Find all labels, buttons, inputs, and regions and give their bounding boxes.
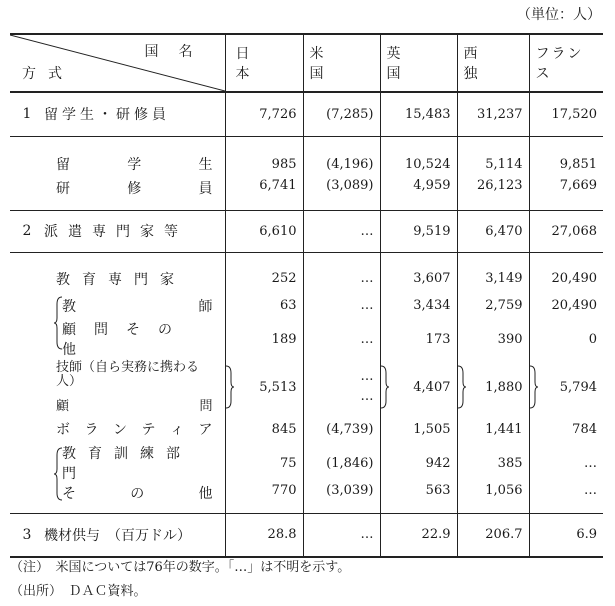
cell-value: 教 師 (62, 298, 213, 315)
cell-value: 1,441 (457, 415, 529, 443)
cell-value: 10,524 (380, 150, 457, 178)
cell-value: ボ ラ ン テ ィ ア (56, 422, 213, 438)
col-japan (225, 34, 303, 92)
corner-cell (10, 34, 225, 92)
row-students (10, 150, 603, 178)
table-header (10, 34, 603, 92)
cell-value: 0 (588, 331, 597, 347)
cell-value: 942 (380, 443, 457, 483)
section-3-total (10, 513, 603, 557)
section-2-total (10, 210, 603, 252)
cell-value: 252 (225, 265, 303, 292)
row-advisor-other (10, 319, 603, 359)
corner-method-label: 方式 (22, 66, 74, 82)
cell-value: 3,149 (457, 265, 529, 292)
cell-value: 1,505 (380, 415, 457, 443)
cell-value: 教育訓練部門 (62, 446, 192, 482)
source-note: （出所） ＤＡＣ資料。 (10, 584, 147, 599)
right-brace-icon (226, 365, 234, 409)
cell-value: … (303, 265, 380, 292)
cell-value: 770 (225, 483, 303, 513)
left-brace-icon (54, 296, 64, 350)
row-trainees (10, 178, 603, 210)
cell-value: … (303, 210, 380, 252)
cell-value: 9,851 (559, 156, 597, 172)
cell-value: 206.7 (457, 513, 529, 557)
assistance-table (10, 33, 603, 558)
cell-value: … (303, 513, 380, 557)
col-france (529, 34, 603, 92)
corner-country-label: 国名 (144, 44, 213, 60)
cell-value: (3,039) (303, 483, 380, 513)
row-edu-experts (10, 265, 603, 292)
cell-value: 7,726 (225, 92, 303, 136)
cell-value: 390 (457, 319, 529, 359)
cell-value: 研 修 員 (56, 181, 213, 197)
cell-value: 6,741 (225, 178, 303, 210)
cell-value: 6,470 (457, 210, 529, 252)
cell-value: … (303, 319, 380, 359)
cell-value: 7,669 (529, 178, 603, 210)
cell-value: (1,846) (303, 443, 380, 483)
label-students: 留 学 生 (56, 157, 213, 173)
cell-value: 3,607 (380, 265, 457, 292)
cell-value: 26,123 (457, 178, 529, 210)
cell-value: 顧問その他 (62, 322, 190, 358)
cell-value: … (584, 455, 597, 471)
cell-value: 27,068 (551, 223, 597, 239)
section-1-total (10, 92, 603, 136)
cell-value: 米国 (309, 46, 350, 82)
cell-value: 28.8 (225, 513, 303, 557)
cell-value: 845 (225, 415, 303, 443)
cell-value: … (303, 292, 380, 319)
row-volunteers (10, 415, 603, 443)
cell-value: 75 (225, 443, 303, 483)
cell-value: … (360, 389, 374, 404)
cell-value: 1,056 (457, 483, 529, 513)
cell-value: 1,880 (485, 379, 523, 395)
cell-value: 2,759 (457, 292, 529, 319)
cell-value: 2 (22, 223, 32, 239)
col-uk (380, 34, 457, 92)
cell-value: 15,483 (380, 92, 457, 136)
cell-value: 4,407 (413, 379, 451, 395)
cell-value: 1 (22, 106, 32, 123)
cell-value: 563 (380, 483, 457, 513)
cell-value: そ の 他 (62, 486, 213, 502)
row-other (10, 483, 603, 513)
right-brace-icon (381, 365, 389, 409)
row-engineers-advisors (10, 359, 603, 415)
cell-value: (3,089) (303, 178, 380, 210)
cell-value: 英国 (386, 46, 427, 82)
col-wgermany (457, 34, 529, 92)
cell-value: 20,490 (551, 271, 597, 286)
label-engineers: 技師（自ら実務に携わる人） (56, 359, 200, 389)
cell-value: 20,490 (551, 298, 597, 313)
cell-value: 留学生・研修員 (44, 107, 170, 124)
cell-value: 3,434 (380, 292, 457, 319)
footnote: （注） 米国については76年の数字。「…」は不明を示す。 (10, 560, 351, 575)
cell-value: 5,513 (259, 379, 297, 395)
cell-value: 31,237 (457, 92, 529, 136)
cell-value: … (360, 369, 374, 384)
cell-value: (4,196) (303, 150, 380, 178)
cell-value: フランス (535, 46, 584, 82)
cell-value: 985 (225, 150, 303, 178)
cell-value: 教育専門家 (56, 271, 186, 288)
right-brace-icon (530, 365, 538, 409)
cell-value: 3 (22, 526, 32, 543)
cell-value: 9,519 (380, 210, 457, 252)
cell-value: 189 (225, 319, 303, 359)
cell-value: 5,794 (559, 379, 597, 395)
cell-value: 63 (225, 292, 303, 319)
cell-value: 5,114 (457, 150, 529, 178)
cell-value: 385 (457, 443, 529, 483)
row-teachers (10, 292, 603, 319)
cell-value: (7,285) (303, 92, 380, 136)
cell-value: … (529, 483, 603, 513)
cell-value: (4,739) (303, 415, 380, 443)
cell-value: 173 (380, 319, 457, 359)
cell-value: 4,959 (380, 178, 457, 210)
label-advisors: 顧 問 (56, 398, 213, 414)
cell-value: 機材供与 （百万ドル） (44, 527, 191, 544)
cell-value: 西独 (463, 46, 502, 82)
cell-value: 17,520 (551, 106, 597, 122)
cell-value: 784 (572, 421, 597, 437)
row-training (10, 443, 603, 483)
unit-label: （単位：人） (517, 7, 601, 23)
cell-value: 6.9 (529, 513, 603, 557)
col-us (303, 34, 380, 92)
cell-value: 派遣専門家等 (44, 224, 188, 240)
cell-value: 日本 (235, 46, 272, 82)
left-brace-icon (54, 447, 64, 501)
right-brace-icon (458, 365, 466, 409)
cell-value: 22.9 (380, 513, 457, 557)
cell-value: 6,610 (225, 210, 303, 252)
